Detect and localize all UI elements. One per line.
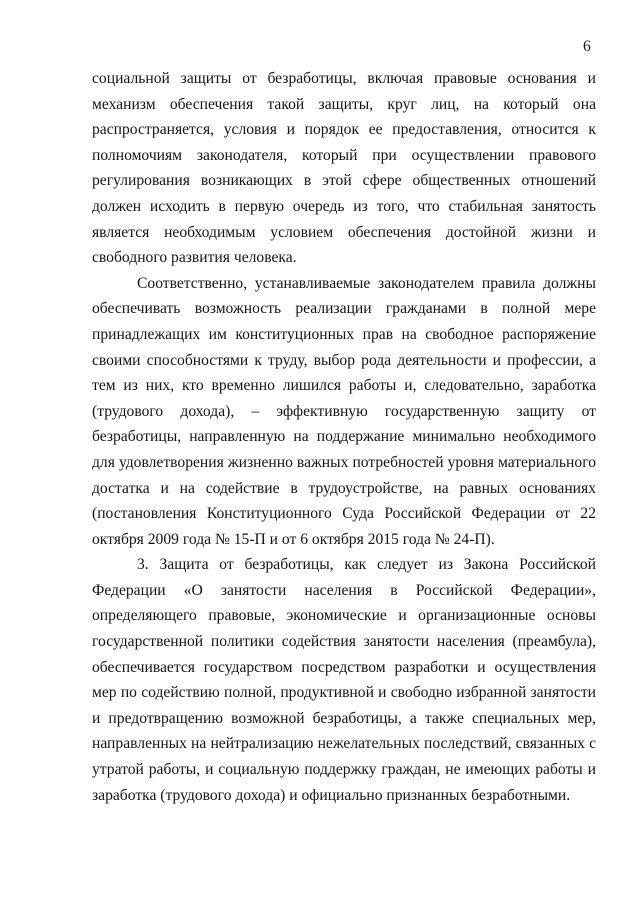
page-number: 6 [583,38,591,55]
paragraph-point-3: 3. Защита от безработицы, как следует из Закона Российской Федерации «О занятости населения в Российской Федерации», определяющего правовые, экономические и организационные основы государственной политики содействия занятости населения (преамбула), обеспечивается государством посредством разработки и осуществления мер по содействию полной, продуктивной и свободно избранной занятости и предотвращению возможной безработицы, а также специальных мер, направленных на нейтрализацию нежелательных последствий, связанных с утратой работы, и социальную поддержку граждан, не имеющих работы и заработка (трудового дохода) и официально признанных безработными. [92,556,596,804]
paragraph-legislator-rules: Соответственно, устанавливаемые законодателем правила должны обеспечивать возможность реализации гражданами в полной мере принадлежащих им конституционных прав на свободное распоряжение своими способностями к труду, выбор рода деятельности и профессии, а тем из них, кто временно лишился работы и, следовательно, заработка (трудового дохода), – эффективную государственную защиту от безработицы, направленную на поддержание минимально необходимого для удовлетворения жизненно важных потребностей уровня материального достатка и на содействие в трудоустройстве, на равных основаниях (постановления Конституционного Суда Российской Федерации от 22 октября 2009 года № 15-П и от 6 октября 2015 года № 24-П). [92,274,596,548]
document-body [92,66,596,808]
paragraph-continuation: социальной защиты от безработицы, включая правовые основания и механизм обеспечения такой защиты, круг лиц, на который она распространяется, условия и порядок ее предоставления, относится к полномочиям законодателя, который при осуществлении правового регулирования возникающих в этой сфере общественных отношений должен исходить в первую очередь из того, что стабильная занятость является необходимым условием обеспечения достойной жизни и свободного развития человека. [92,70,596,267]
